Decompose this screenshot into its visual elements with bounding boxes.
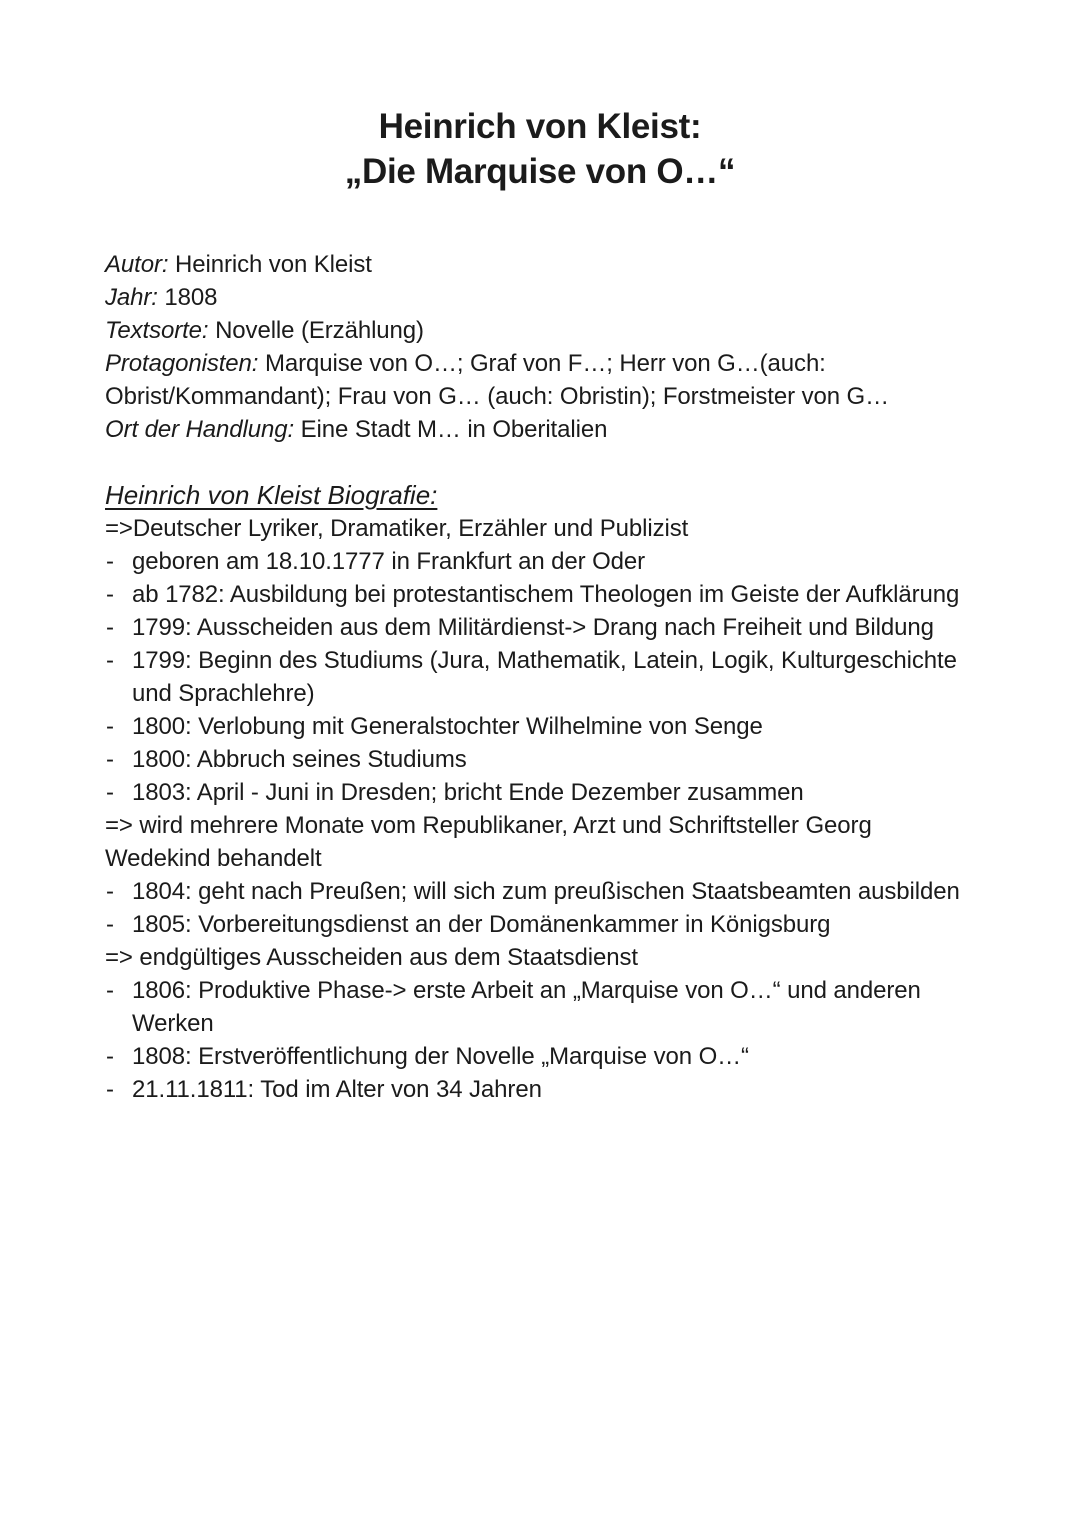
- list-item-text: 1808: Erstveröffentlichung der Novelle „Marquise von O…“: [132, 1043, 749, 1070]
- metadata-line: [105, 248, 975, 281]
- bullet-dash: -: [106, 548, 114, 575]
- list-item: [105, 908, 975, 941]
- biography-heading: Heinrich von Kleist Biografie:: [105, 480, 438, 510]
- list-item-text: 1804: geht nach Preußen; will sich zum preußischen Staatsbeamten ausbilden: [132, 878, 960, 905]
- list-item: [105, 1040, 975, 1073]
- bullet-dash: -: [106, 746, 114, 773]
- bullet-dash: -: [106, 647, 114, 674]
- metadata-label: Autor:: [105, 251, 169, 278]
- bullet-dash: -: [106, 614, 114, 641]
- metadata-value: Heinrich von Kleist: [168, 251, 372, 278]
- metadata-line: [105, 413, 975, 446]
- biography-list: [105, 545, 975, 1106]
- list-item-text: 21.11.1811: Tod im Alter von 34 Jahren: [132, 1076, 542, 1103]
- list-item: [105, 611, 975, 644]
- metadata-line: [105, 347, 975, 413]
- metadata-value: Eine Stadt M… in Oberitalien: [294, 416, 608, 443]
- arrow-note: => endgültiges Ausscheiden aus dem Staatsdienst: [105, 944, 639, 971]
- metadata-label: Jahr:: [105, 284, 158, 311]
- document-title: [105, 104, 975, 194]
- list-item-text: geboren am 18.10.1777 in Frankfurt an der Oder: [132, 548, 646, 575]
- bullet-dash: -: [106, 878, 114, 905]
- metadata-line: [105, 281, 975, 314]
- metadata-value: Marquise von O…; Graf von F…; Herr von G…(auch: Obrist/Kommandant); Frau von G… (auch: Obristin); Forstmeister von G…: [105, 350, 889, 410]
- list-item-text: 1800: Abbruch seines Studiums: [132, 746, 467, 773]
- list-item-text: 1800: Verlobung mit Generalstochter Wilhelmine von Senge: [132, 713, 763, 740]
- metadata-label: Ort der Handlung:: [105, 416, 295, 443]
- list-item-text: 1799: Beginn des Studiums (Jura, Mathematik, Latein, Logik, Kulturgeschichte und Sprachlehre): [132, 647, 957, 707]
- list-item: [105, 776, 975, 809]
- list-item: [105, 743, 975, 776]
- arrow-note: => wird mehrere Monate vom Republikaner, Arzt und Schriftsteller Georg Wedekind behandelt: [105, 812, 872, 872]
- bullet-dash: -: [106, 581, 114, 608]
- list-item: [105, 875, 975, 908]
- metadata-value: 1808: [157, 284, 218, 311]
- list-item: [105, 710, 975, 743]
- list-item: [105, 644, 975, 710]
- bullet-dash: -: [106, 1043, 114, 1070]
- bullet-dash: -: [106, 911, 114, 938]
- metadata-block: [105, 248, 975, 446]
- title-line-1: Heinrich von Kleist:: [378, 107, 702, 146]
- bullet-dash: -: [106, 1076, 114, 1103]
- bullet-dash: -: [106, 977, 114, 1004]
- list-item-text: 1805: Vorbereitungsdienst an der Domänenkammer in Königsburg: [132, 911, 831, 938]
- title-line-2: „Die Marquise von O…“: [344, 152, 736, 191]
- metadata-label: Textsorte:: [105, 317, 209, 344]
- bullet-dash: -: [106, 713, 114, 740]
- list-item: [105, 974, 975, 1040]
- bullet-dash: -: [106, 779, 114, 806]
- metadata-line: [105, 314, 975, 347]
- list-item-text: ab 1782: Ausbildung bei protestantischem Theologen im Geiste der Aufklärung: [132, 581, 960, 608]
- list-item-text: 1803: April - Juni in Dresden; bricht Ende Dezember zusammen: [132, 779, 804, 806]
- list-item: [105, 578, 975, 611]
- list-item: [105, 545, 975, 578]
- metadata-label: Protagonisten:: [105, 350, 259, 377]
- list-item-text: 1799: Ausscheiden aus dem Militärdienst-> Drang nach Freiheit und Bildung: [132, 614, 934, 641]
- biography-intro: =>Deutscher Lyriker, Dramatiker, Erzähler und Publizist: [105, 515, 689, 542]
- list-item-text: 1806: Produktive Phase-> erste Arbeit an „Marquise von O…“ und anderen Werken: [132, 977, 921, 1037]
- metadata-value: Novelle (Erzählung): [208, 317, 424, 344]
- list-item: [105, 1073, 975, 1106]
- biography-section: [105, 479, 975, 1106]
